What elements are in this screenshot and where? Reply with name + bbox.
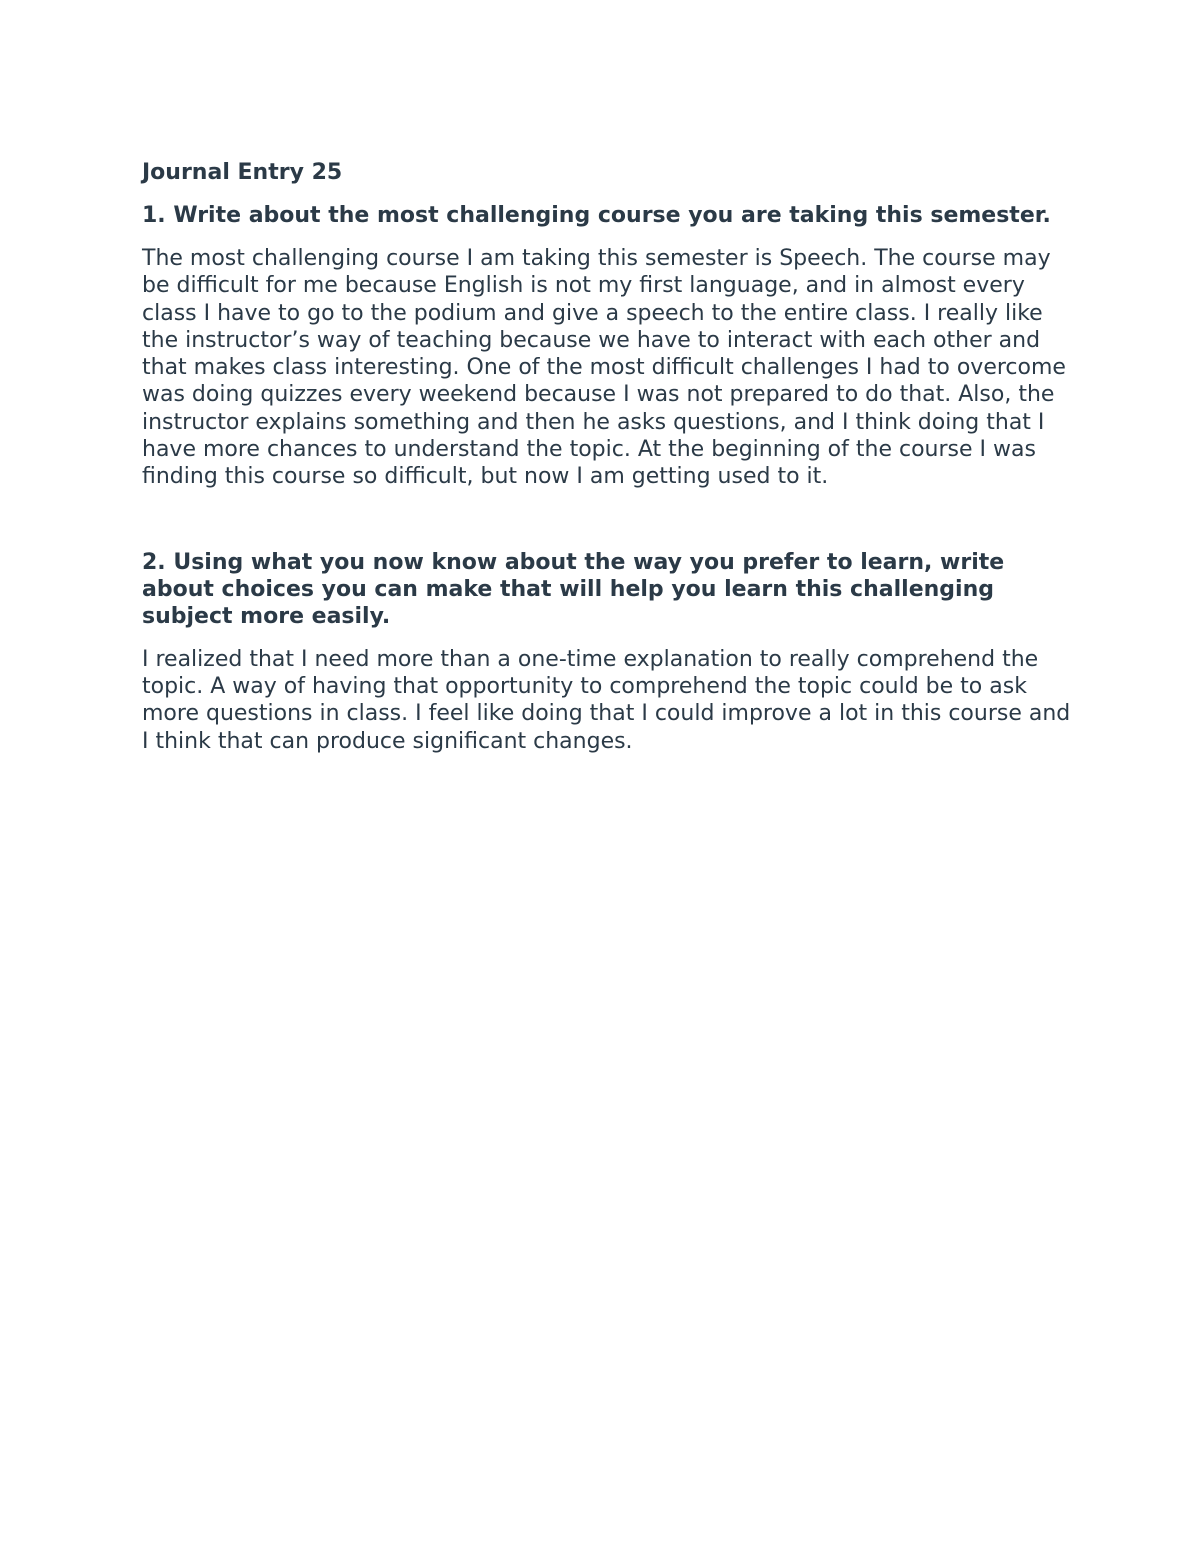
- question-2: 2. Using what you now know about the way you prefer to learn, write about choices you can make that will help you learn this challenging subject more easily.: [142, 549, 1005, 629]
- answer-2: I realized that I need more than a one-time explanation to really comprehend the topic. A way of having that opportunity to comprehend the topic could be to ask more questions in class. I feel like doing that I could improve a lot in this course and I think that can produce significant changes.: [142, 646, 1071, 754]
- section-spacer: [142, 491, 1072, 549]
- answer-1: The most challenging course I am taking this semester is Speech. The course may be difficult for me because English is not my first language, and in almost every class I have to go to the podium and give a speech to the entire class. I really like the instructor’s way of teaching because we have to interact with each other and that makes class interesting. One of the most difficult challenges I had to overcome was doing quizzes every weekend because I was not prepared to do that. Also, the instructor explains something and then he asks questions, and I think doing that I have more chances to understand the topic. At the beginning of the course I was finding this course so difficult, but now I am getting used to it.: [142, 246, 1066, 490]
- document-title: Journal Entry 25: [142, 160, 343, 185]
- document-body: [142, 158, 1072, 755]
- question-1: 1. Write about the most challenging course you are taking this semester.: [142, 203, 1051, 228]
